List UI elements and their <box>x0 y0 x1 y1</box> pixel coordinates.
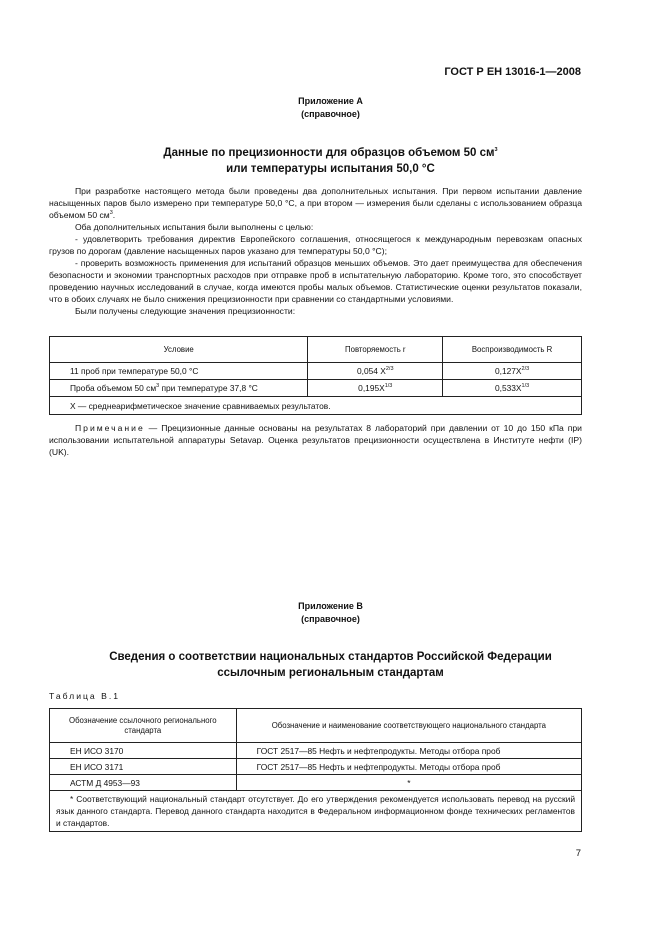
regional-standard-cell: ЕН ИСО 3170 <box>50 743 237 759</box>
paragraph: При разработке настоящего метода были проведены два дополнительных испытания. При первом испытании давление насыщенных паров было измерено при температуре 50,0 °С, а при втором — измерения были сделаны с использованием образца объемом 50 $см^3$. <box>49 186 582 220</box>
table-b1-label: Таблица В.1 <box>49 691 120 701</box>
page-number: 7 <box>575 848 581 859</box>
national-standard-cell: ГОСТ 2517—85 Нефть и нефтепродукты. Методы отбора проб <box>236 759 581 775</box>
table-row <box>50 363 582 380</box>
reproducibility-cell: $0,533X^{1/3}$ <box>443 380 582 397</box>
repeatability-cell: 0,054 $X^{2/3}$ <box>308 363 443 380</box>
appendix-a-title-1: Данные по прецизионности для образцов объемом 50 $см^3$ <box>163 147 498 159</box>
appendix-b-kind: (справочное) <box>301 614 360 624</box>
appendix-a-body <box>49 185 582 317</box>
paragraph: Были получены следующие значения прецизионности: <box>75 306 296 316</box>
table-footnote-row <box>50 397 582 415</box>
table-header-row <box>50 709 582 743</box>
regional-standard-cell: АСТМ Д 4953—93 <box>50 775 237 791</box>
national-standard-cell: * <box>236 775 581 791</box>
paragraph: Оба дополнительных испытания были выполнены с целью: <box>75 222 314 232</box>
precision-table <box>49 336 582 415</box>
appendix-b-title-1: Сведения о соответствии национальных стандартов Российской Федерации <box>109 651 552 663</box>
appendix-a-note <box>49 422 582 458</box>
paragraph: - удовлетворить требования директив Европейского соглашения, относящегося к международным перевозкам опасных грузов по дорогам (давление насыщенных паров указано для температуры 50,0 °С); <box>49 234 582 256</box>
table-row <box>50 759 582 775</box>
table-footnote: X — среднеарифметическое значение сравниваемых результатов. <box>50 397 582 415</box>
col-repeatability: Повторяемость r <box>308 337 443 363</box>
document-code: ГОСТ Р ЕН 13016-1—2008 <box>444 66 581 78</box>
appendix-b-label: Приложение В <box>298 601 363 611</box>
col-reproducibility: Воспроизводимость R <box>443 337 582 363</box>
national-standard-cell: ГОСТ 2517—85 Нефть и нефтепродукты. Методы отбора проб <box>236 743 581 759</box>
note-text: — Прецизионные данные основаны на результатах 8 лабораторий при давлении от 10 до 150 кПа при использовании испытательной аппаратуры Setavap. Оценка результатов прецизионности осуществлена в Институте нефти (IP) (UK). <box>49 423 582 457</box>
appendix-b-title-2: ссылочным региональным стандартам <box>217 667 444 679</box>
condition-cell: 11 проб при температуре 50,0 °С <box>50 363 308 380</box>
reproducibility-cell: $0,127X^{2/3}$ <box>443 363 582 380</box>
col-regional-standard: Обозначение ссылочного регионального стандарта <box>50 709 237 743</box>
note-label: Примечание <box>75 423 145 433</box>
condition-cell: Проба объемом 50 $см^3$ при температуре 37,8 °С <box>50 380 308 397</box>
repeatability-cell: $0,195X^{1/3}$ <box>308 380 443 397</box>
table-row <box>50 775 582 791</box>
col-national-standard: Обозначение и наименование соответствующего национального стандарта <box>236 709 581 743</box>
appendix-a-title-2: или температуры испытания 50,0 °С <box>226 163 435 175</box>
table-header-row <box>50 337 582 363</box>
table-footnote: * Соответствующий национальный стандарт отсутствует. До его утверждения рекомендуется использовать перевод на русский язык данного стандарта. Перевод данного стандарта находится в Федеральном информационном фонде технических регламентов и стандартов. <box>50 791 582 832</box>
regional-standard-cell: ЕН ИСО 3171 <box>50 759 237 775</box>
col-condition: Условие <box>50 337 308 363</box>
appendix-a-label: Приложение А <box>298 96 363 106</box>
appendix-a-kind: (справочное) <box>301 109 360 119</box>
table-footnote-row <box>50 791 582 832</box>
table-row <box>50 743 582 759</box>
table-row <box>50 380 582 397</box>
paragraph: - проверить возможность применения для испытаний образцов меньших объемов. Это дает преимущества для обеспечения безопасности и экономии транспортных расходов при отправке проб в испытательную лабораторию. Кроме того, это способствует проведению научных исследований в случае, когда имеются пробы малых объемов. Статистические оценки результатов показали, что в обоих случаях не было снижения прецизионности при сравнении со стандартными условиями. <box>49 258 582 304</box>
standards-table <box>49 708 582 832</box>
